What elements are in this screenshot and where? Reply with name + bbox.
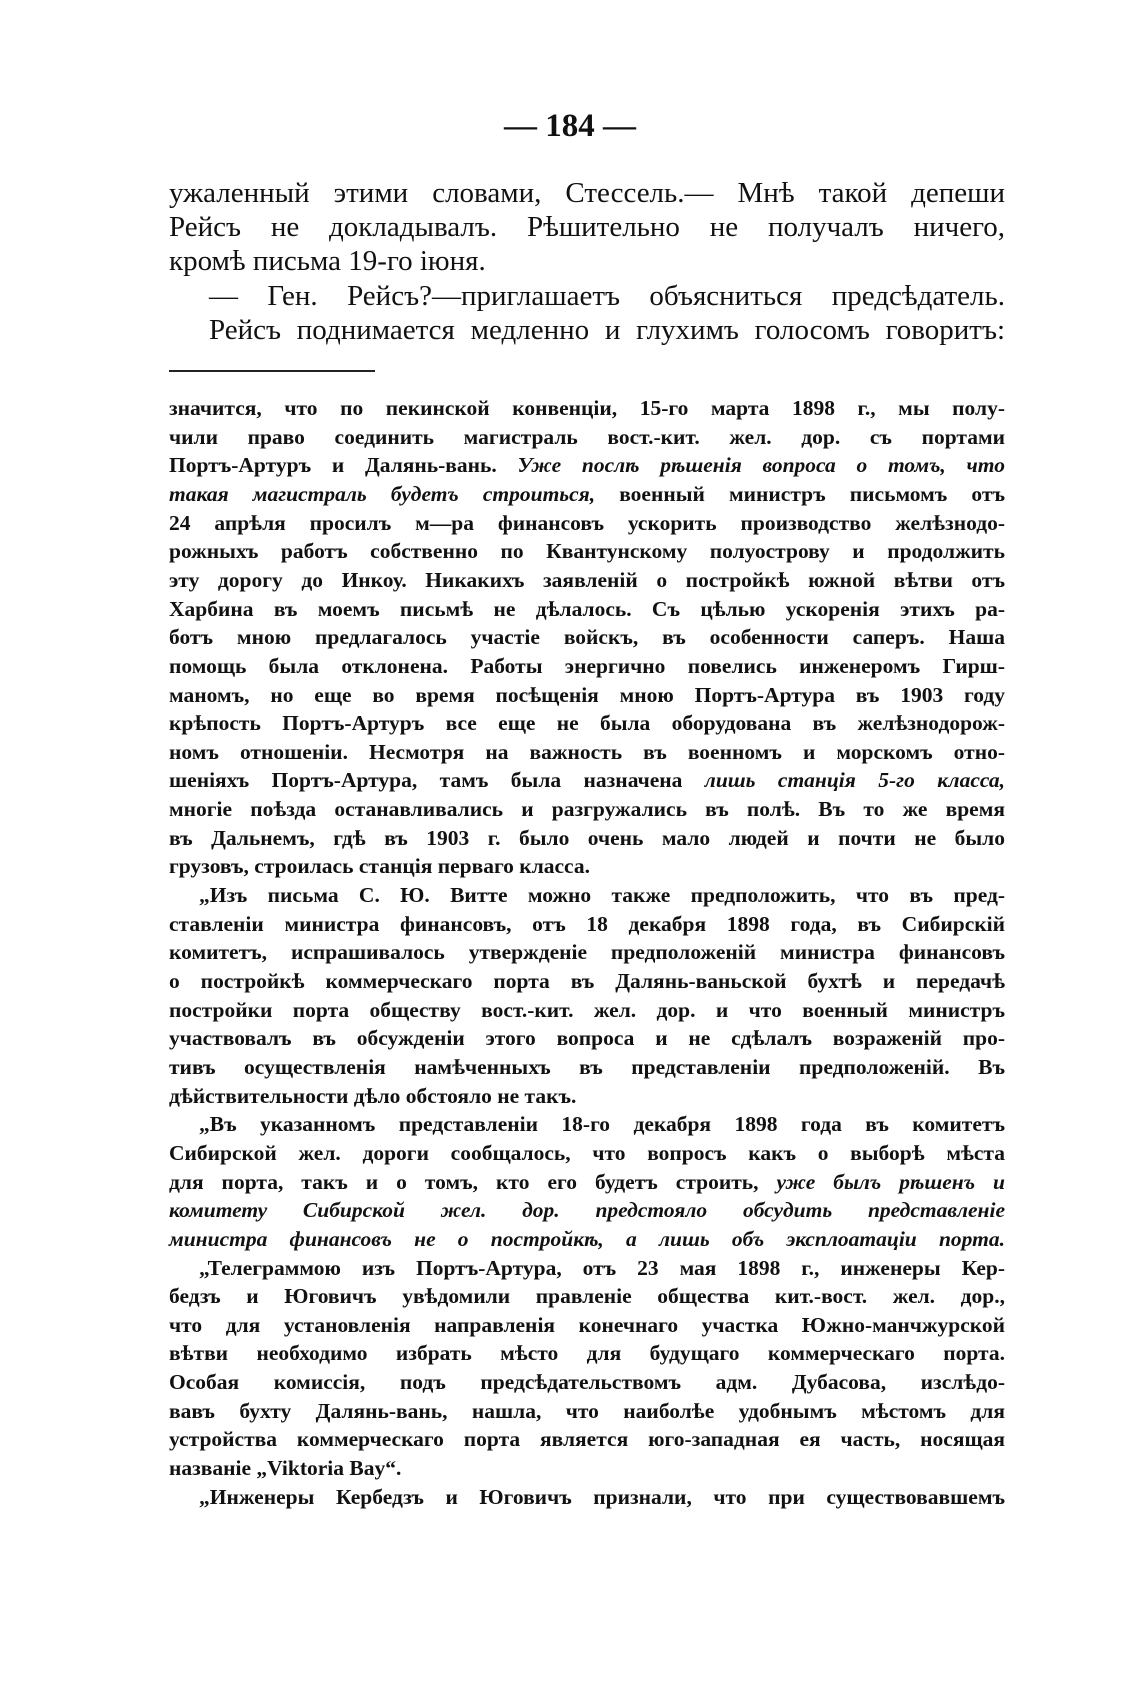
text-line xyxy=(169,1225,1005,1253)
text-line xyxy=(169,709,1005,737)
text-line xyxy=(169,967,1005,995)
text-segment: эту дорогу до Инкоу. Никакихъ заявленій о постройкѣ южной вѣтви отъ xyxy=(169,567,1005,592)
text-segment: маномъ, но еще во время посѣщенія мною Портъ-Артура въ 1903 году xyxy=(169,682,1005,707)
text-segment: названіе „Viktoria Bay“. xyxy=(169,1456,402,1481)
text-segment: крѣпость Портъ-Артуръ все еще не была оборудована въ желѣзнодорож- xyxy=(169,711,1005,736)
text-segment: Портъ-Артуръ и Далянь-вань. xyxy=(169,453,518,478)
text-line xyxy=(169,1425,1005,1453)
text-line xyxy=(169,938,1005,966)
text-segment: рожныхъ работъ собственно по Квантунскому полуострову и продолжить xyxy=(169,539,1005,564)
text-segment: значится, что по пекинской конвенціи, 15-го марта 1898 г., мы полу- xyxy=(169,396,1005,420)
text-line xyxy=(169,176,1005,210)
text-segment: о постройкѣ коммерческаго порта въ Далянь-ваньской бухтѣ и передачѣ xyxy=(169,969,1005,993)
text-line xyxy=(169,623,1005,651)
text-segment: ужаленный этими словами, Стессель.— Мнѣ такой депеши xyxy=(169,177,1005,209)
text-segment: устройства коммерческаго порта является юго-западная ея часть, носящая xyxy=(169,1427,1005,1452)
text-segment: чили право соединить магистраль вост.-кит. жел. дор. съ портами xyxy=(169,424,1005,449)
text-segment: дѣйствительности дѣло обстояло не такъ. xyxy=(169,1083,577,1108)
text-segment: военный министръ письмомъ отъ xyxy=(595,481,1005,506)
text-segment: ботъ мною предлагалось участіе войскъ, въ особенности саперъ. Наша xyxy=(169,625,1005,650)
text-line xyxy=(169,996,1005,1024)
text-segment: вѣтви необходимо избрать мѣсто для будущаго коммерческаго порта. xyxy=(169,1341,1005,1366)
text-segment: грузовъ, строилась станція перваго класса. xyxy=(169,854,590,879)
text-line xyxy=(169,451,1005,479)
text-line xyxy=(169,795,1005,823)
text-line xyxy=(169,537,1005,565)
text-segment: — Ген. Рейсъ?—приглашаетъ объясниться предсѣдатель. xyxy=(209,279,1005,312)
text-line xyxy=(169,824,1005,852)
text-segment: что для установленія направленія конечнаго участка Южно-манчжурской xyxy=(169,1312,1005,1337)
text-line xyxy=(199,881,1005,909)
text-line xyxy=(169,852,1005,880)
text-segment: „Телеграммою изъ Портъ-Артура, отъ 23 мая 1898 г., инженеры Кер- xyxy=(199,1255,1005,1280)
text-line xyxy=(169,1397,1005,1425)
text-line xyxy=(169,244,1005,278)
text-segment: Рейсъ не докладывалъ. Рѣшительно не получалъ ничего, xyxy=(169,211,1005,244)
text-segment: участвовалъ въ обсужденіи этого вопроса и не сдѣлалъ возраженій про- xyxy=(169,1026,1005,1051)
italic-text-segment: уже былъ рѣшенъ и xyxy=(776,1169,1005,1194)
text-line xyxy=(169,1024,1005,1052)
text-segment: въ Дальнемъ, гдѣ въ 1903 г. было очень мало людей и почти не было xyxy=(169,825,1005,850)
text-line xyxy=(169,1282,1005,1310)
text-line xyxy=(169,681,1005,709)
italic-text-segment: комитету Сибирской жел. дор. предстояло обсудить представленіе xyxy=(169,1198,1005,1223)
text-segment: Харбина въ моемъ письмѣ не дѣлалось. Съ цѣлью ускоренія этихъ ра- xyxy=(169,596,1005,621)
text-segment: вавъ бухту Далянь-вань, нашла, что наиболѣе удобнымъ мѣстомъ для xyxy=(169,1398,1005,1423)
text-segment: помощь была отклонена. Работы энергично повелись инженеромъ Гирш- xyxy=(169,653,1005,678)
text-segment: Сибирской жел. дороги сообщалось, что вопросъ какъ о выборѣ мѣста xyxy=(169,1140,1005,1165)
italic-text-segment: такая магистраль будетъ строиться, xyxy=(169,481,596,506)
text-segment: комитетъ, испрашивалось утвержденіе предположеній министра финансовъ xyxy=(169,940,1005,965)
text-line xyxy=(169,1454,1005,1482)
text-line xyxy=(169,509,1005,537)
text-line xyxy=(169,1368,1005,1396)
text-line xyxy=(169,566,1005,594)
text-line xyxy=(169,766,1005,794)
text-segment: бедзъ и Юговичъ увѣдомили правленіе общества кит.-вост. жел. дор., xyxy=(169,1284,1005,1309)
text-segment: „Инженеры Кербедзъ и Юговичъ признали, что при существовавшемъ xyxy=(199,1484,1005,1509)
page-number: — 184 — xyxy=(504,108,636,144)
text-segment: Рейсъ поднимается медленно и глухимъ голосомъ говоритъ: xyxy=(209,313,1005,346)
text-segment: постройки порта обществу вост.-кит. жел. дор. и что военный министръ xyxy=(169,997,1005,1022)
text-segment: тивъ осуществленія намѣченныхъ въ представленіи предположеній. Въ xyxy=(169,1054,1005,1079)
text-line xyxy=(169,423,1005,451)
text-line xyxy=(169,210,1005,244)
footnote-separator-rule xyxy=(169,370,375,372)
text-line xyxy=(169,595,1005,623)
text-line xyxy=(169,1339,1005,1367)
text-line xyxy=(169,1311,1005,1339)
text-line xyxy=(169,910,1005,938)
text-segment: Особая комиссія, подъ предсѣдательствомъ адм. Дубасова, изслѣдо- xyxy=(169,1370,1005,1395)
text-segment: для порта, такъ и о томъ, кто его будетъ строить, xyxy=(169,1169,777,1194)
text-line xyxy=(169,1196,1005,1224)
text-line xyxy=(199,1483,1005,1511)
text-line xyxy=(209,313,1005,347)
text-line xyxy=(169,652,1005,680)
text-segment: ставленіи министра финансовъ, отъ 18 декабря 1898 года, въ Сибирскій xyxy=(169,911,1005,936)
text-segment: шеніяхъ Портъ-Артура, тамъ была назначена xyxy=(169,768,705,793)
text-line xyxy=(169,1139,1005,1167)
italic-text-segment: лишь станція 5-го класса, xyxy=(704,768,1005,793)
text-line xyxy=(169,480,1005,508)
text-line xyxy=(209,279,1005,313)
text-segment: кромѣ письма 19-го іюня. xyxy=(169,245,486,278)
text-line xyxy=(169,1082,1005,1110)
text-segment: номъ отношеніи. Несмотря на важность въ военномъ и морскомъ отно- xyxy=(169,739,1005,764)
text-line xyxy=(169,394,1005,422)
text-segment: „Изъ письма С. Ю. Витте можно также предположить, что въ пред- xyxy=(199,883,1005,908)
text-segment: многіе поѣзда останавливались и разгружались въ полѣ. Въ то же время xyxy=(169,797,1005,822)
text-line xyxy=(169,1053,1005,1081)
text-line xyxy=(169,738,1005,766)
text-line xyxy=(169,1168,1005,1196)
text-segment: 24 апрѣля просилъ м—ра финансовъ ускорить производство желѣзнодо- xyxy=(169,510,1005,535)
italic-text-segment: Уже послѣ рѣшенія вопроса о томъ, что xyxy=(517,453,1005,478)
text-line xyxy=(199,1254,1005,1282)
text-line xyxy=(199,1110,1005,1138)
text-segment: „Въ указанномъ представленіи 18-го декабря 1898 года въ комитетъ xyxy=(199,1112,1005,1137)
italic-text-segment: министра финансовъ не о постройкѣ, а лишь объ эксплоатаціи порта. xyxy=(169,1226,1005,1251)
